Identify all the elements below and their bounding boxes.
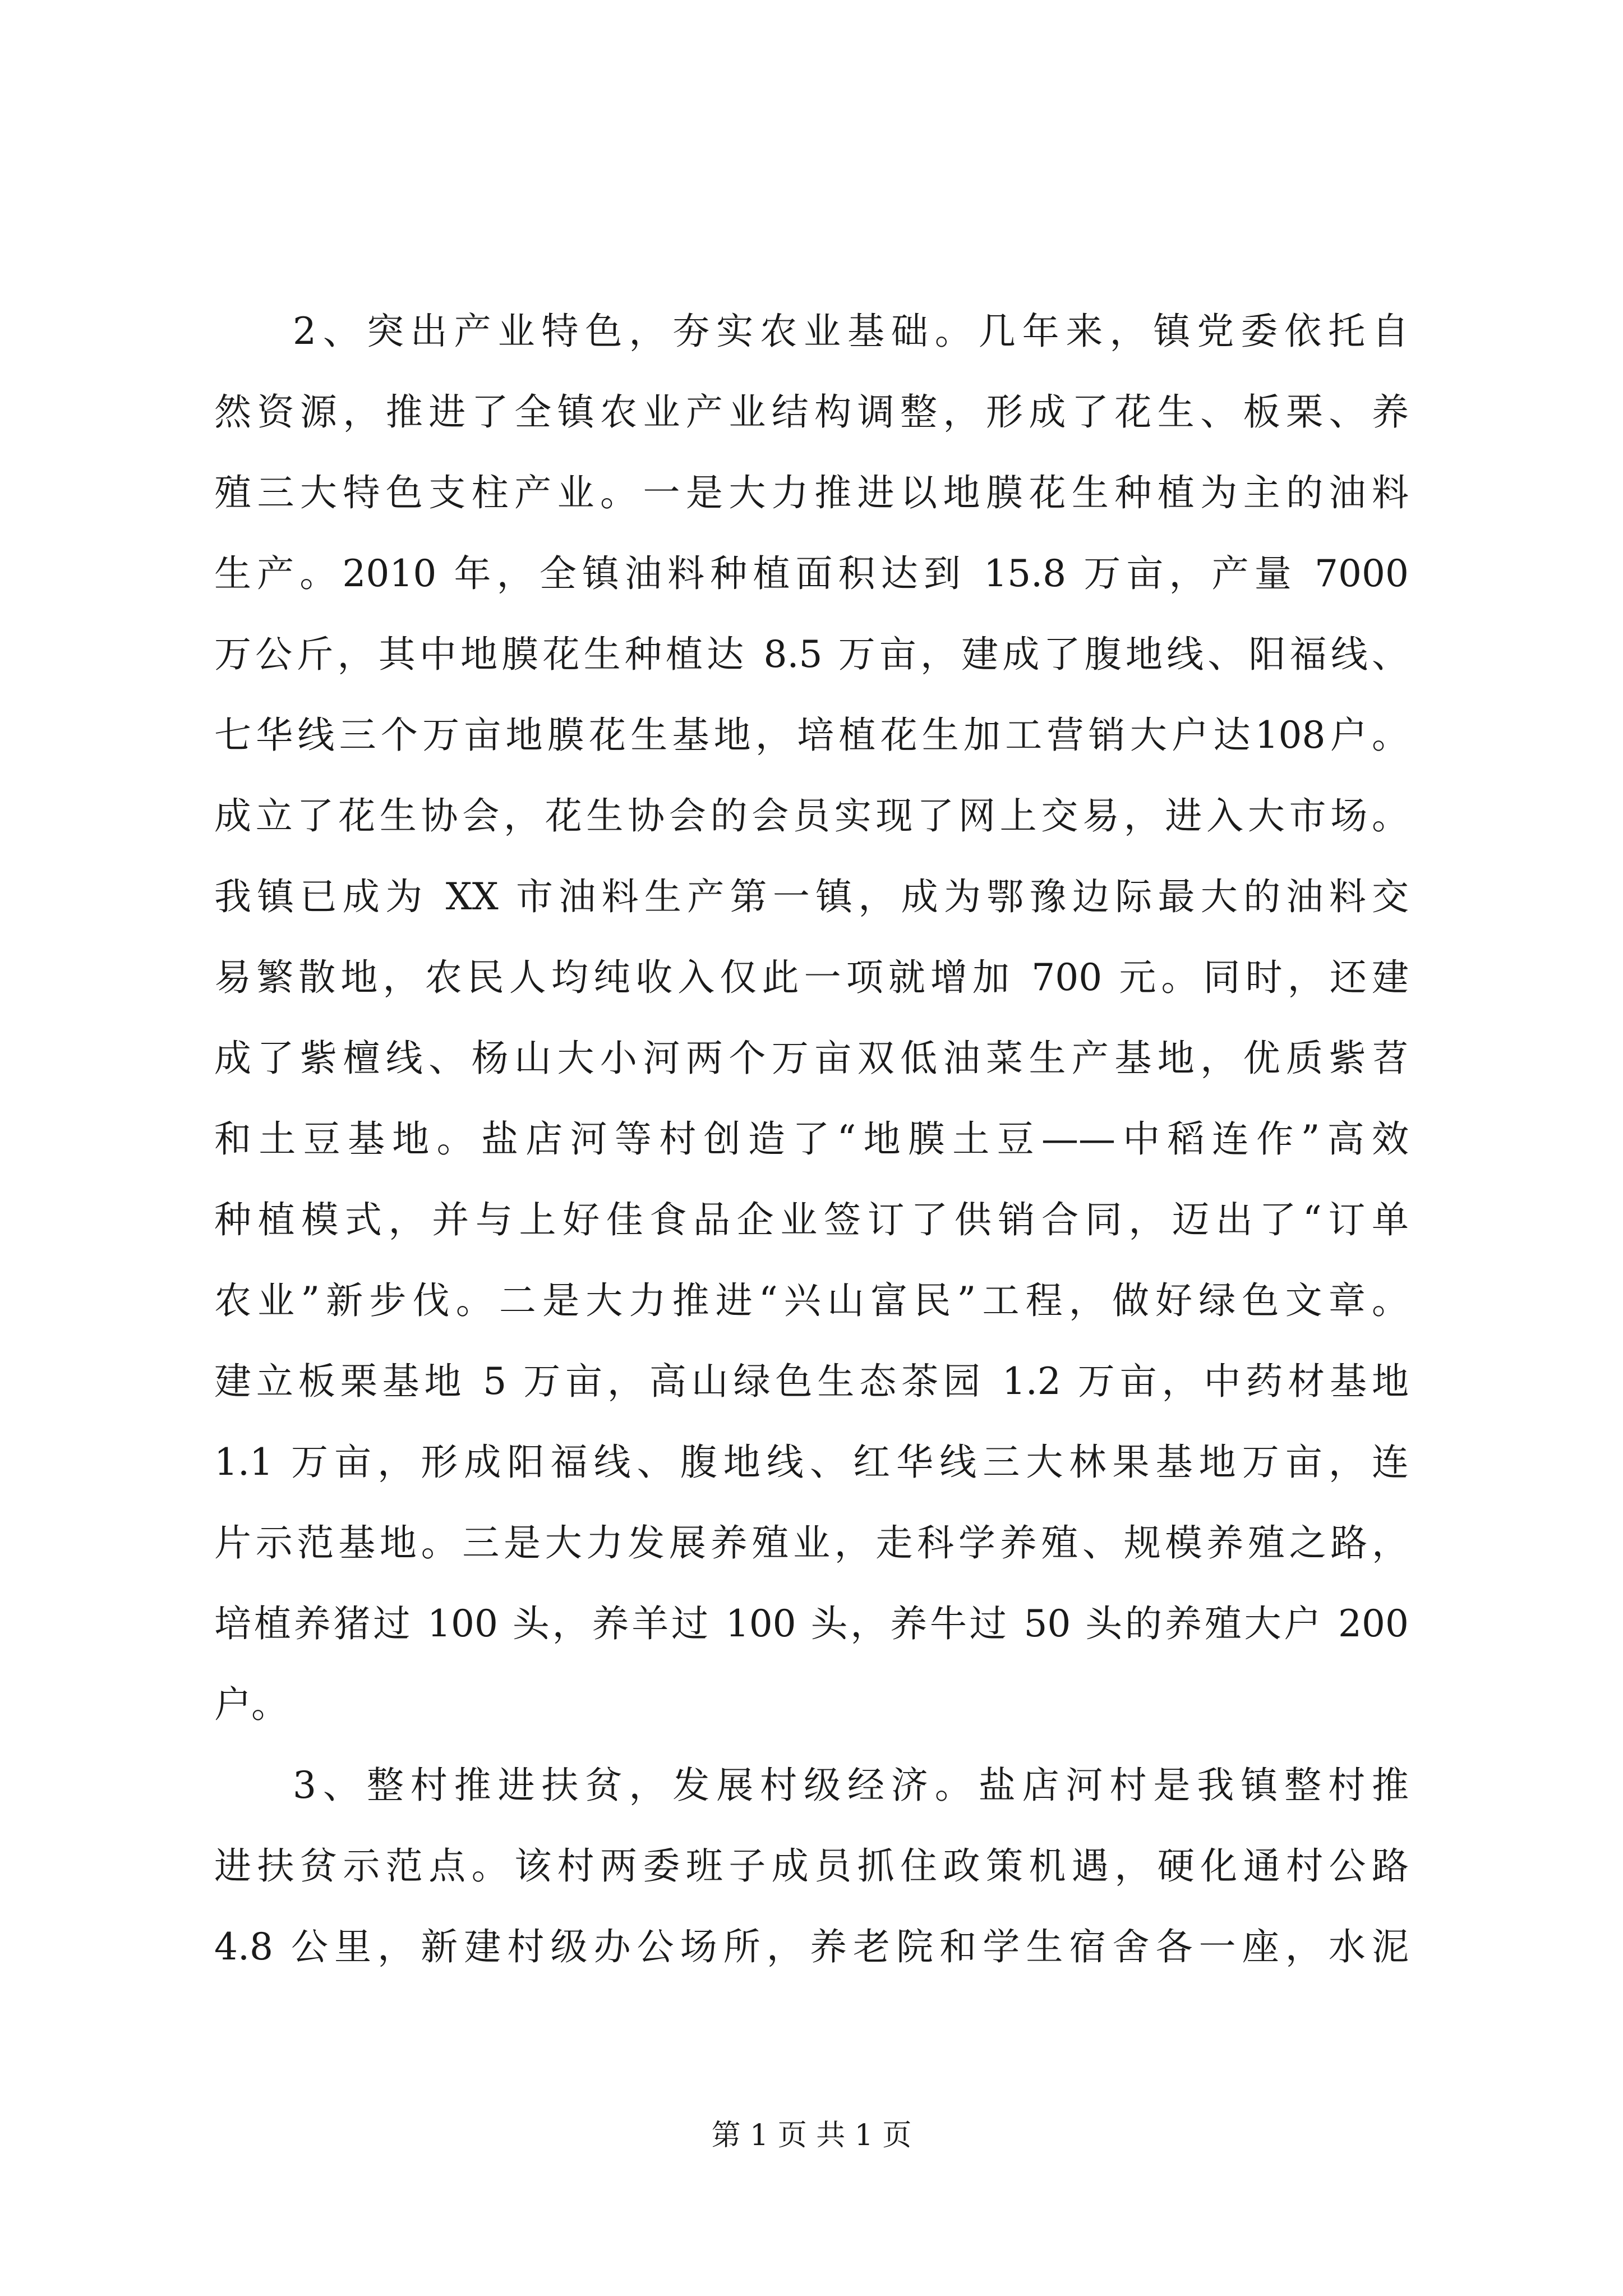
paragraph-line: 七华线三个万亩地膜花生基地，培植花生加工营销大户达108户。 (214, 714, 1409, 757)
paragraph-line: 然资源，推进了全镇农业产业结构调整，形成了花生、板栗、养 (214, 390, 1409, 434)
paragraph-line: 2、突出产业特色，夯实农业基础。几年来，镇党委依托自 (293, 310, 1409, 353)
paragraph-line: 建立板栗基地 5 万亩，高山绿色生态茶园 1.2 万亩，中药材基地 (214, 1360, 1409, 1403)
paragraph-line: 培植养猪过 100 头，养羊过 100 头，养牛过 50 头的养殖大户 200 (214, 1602, 1409, 1645)
paragraph-line: 生产。2010 年，全镇油料种植面积达到 15.8 万亩，产量 7000 (214, 552, 1409, 595)
page-footer: 第 1 页 共 1 页 (711, 2119, 912, 2152)
paragraph-line: 4.8 公里，新建村级办公场所，养老院和学生宿舍各一座，水泥 (214, 1925, 1409, 1968)
paragraph-line: 片示范基地。三是大力发展养殖业，走科学养殖、规模养殖之路， (214, 1521, 1409, 1565)
paragraph-line: 3、整村推进扶贫，发展村级经济。盐店河村是我镇整村推 (293, 1764, 1409, 1807)
paragraph-line: 易繁散地，农民人均纯收入仅此一项就增加 700 元。同时，还建 (214, 956, 1409, 999)
paragraph-line: 进扶贫示范点。该村两委班子成员抓住政策机遇，硬化通村公路 (214, 1844, 1409, 1888)
paragraph-line: 殖三大特色支柱产业。一是大力推进以地膜花生种植为主的油料 (214, 471, 1409, 514)
paragraph-line: 成了紫檀线、杨山大小河两个万亩双低油菜生产基地，优质紫苕 (214, 1037, 1409, 1080)
paragraph-line: 我镇已成为 XX 市油料生产第一镇，成为鄂豫边际最大的油料交 (214, 875, 1409, 918)
paragraph-line: 户。 (214, 1683, 288, 1726)
document-body (214, 291, 1409, 1987)
paragraph-line: 1.1 万亩，形成阳福线、腹地线、红华线三大林果基地万亩，连 (214, 1441, 1409, 1484)
paragraph-line: 农业”新步伐。二是大力推进“兴山富民”工程，做好绿色文章。 (214, 1279, 1409, 1322)
paragraph-line: 和土豆基地。盐店河等村创造了“地膜土豆——中稻连作”高效 (214, 1117, 1409, 1161)
paragraph-line: 种植模式，并与上好佳食品企业签订了供销合同，迈出了“订单 (214, 1198, 1409, 1241)
paragraph-line: 万公斤，其中地膜花生种植达 8.5 万亩，建成了腹地线、阳福线、 (214, 633, 1409, 676)
paragraph-line: 成立了花生协会，花生协会的会员实现了网上交易，进入大市场。 (214, 794, 1409, 838)
